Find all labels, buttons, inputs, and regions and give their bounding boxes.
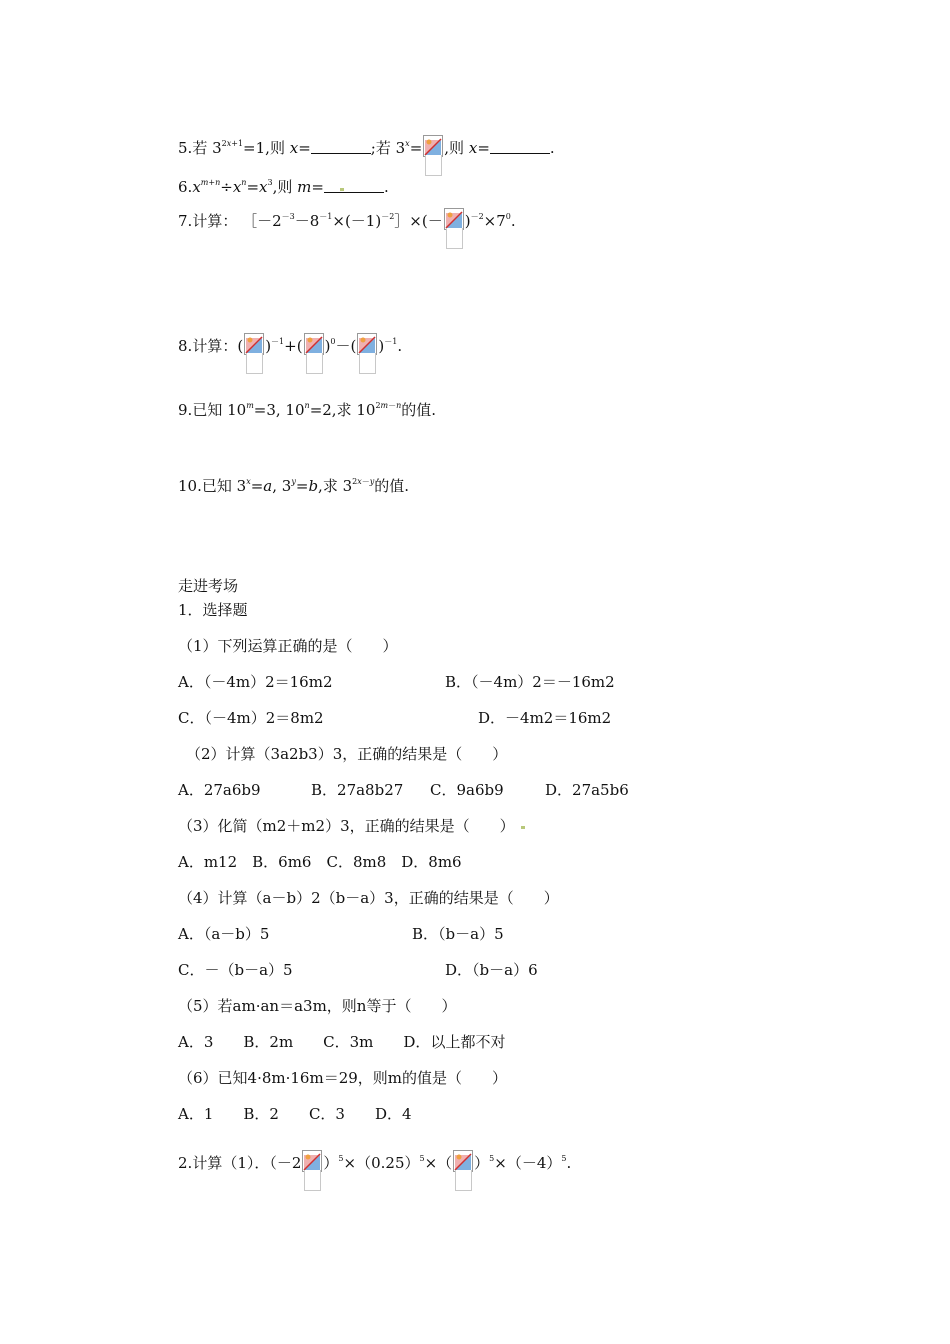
broken-image-icon — [244, 333, 264, 355]
q4-option-b: B．（b－a）5 — [412, 925, 504, 943]
text: 若 — [375, 139, 391, 157]
problem-6: $6.x^{m+n}\div x^n=x^3$,则 m= . — [178, 178, 389, 196]
problem-8: 8.计算：( )$^{-1}$+( )$^0$－( )$^{-1}$. — [178, 333, 402, 356]
q1-option-b: B．（－4m）2＝－16m2 — [445, 673, 615, 691]
q4-option-a: A．（a－b）5 — [178, 925, 270, 943]
q5-stem: （5）若am·an＝a3m，则n等于（ ） — [178, 997, 457, 1015]
q2-option-d: D．27a5b6 — [545, 781, 629, 799]
problem-number: 10. — [178, 477, 202, 495]
answer-blank[interactable] — [324, 178, 384, 193]
answer-blank[interactable] — [490, 139, 550, 154]
q1-option-d: D．－4m2＝16m2 — [478, 709, 612, 727]
problem-number: 8. — [178, 337, 193, 355]
text: 若 — [192, 139, 208, 157]
text: 计算： — [192, 337, 238, 355]
text: 计算： — [192, 212, 238, 230]
q3-options: A．m12 B．6m6 C．8m8 D．8m6 — [178, 853, 462, 871]
q1-stem: （1）下列运算正确的是（ ） — [178, 637, 398, 655]
broken-image-icon — [444, 208, 464, 230]
problem-number: 9. — [178, 401, 193, 419]
q4-option-c: C．－（b－a）5 — [178, 961, 293, 979]
text: 则 — [269, 139, 285, 157]
answer-blank[interactable] — [311, 139, 371, 154]
section-1-label: 1．选择题 — [178, 601, 248, 619]
q5-options: A．3 B．2m C．3m D．以上都不对 — [178, 1033, 506, 1051]
problem-number: 5. — [178, 139, 193, 157]
q4-stem: （4）计算（a－b）2（b－a）3，正确的结果是（ ） — [178, 889, 559, 907]
q2-option-b: B．27a8b27 — [311, 781, 404, 799]
q2-option-c: C．9a6b9 — [430, 781, 504, 799]
q2-option-a: A．27a6b9 — [178, 781, 261, 799]
text: 则 — [449, 139, 465, 157]
text: 求 — [322, 477, 338, 495]
marker-dot — [521, 826, 525, 829]
q6-stem: （6）已知4·8m·16m＝29，则m的值是（ ） — [178, 1069, 508, 1087]
problem-9: 9.已知 $10^m=3$, $10^n=2$,求 $10^{2m-n}$的值. — [178, 401, 437, 419]
broken-image-icon — [423, 135, 443, 157]
q4-option-d: D．（b－a）6 — [445, 961, 538, 979]
q1-option-c: C．（－4m）2＝8m2 — [178, 709, 324, 727]
text: 的值. — [374, 477, 410, 495]
text: 则 — [277, 178, 293, 196]
broken-image-icon — [357, 333, 377, 355]
problem-number: 6. — [178, 178, 193, 196]
text: 已知 — [201, 477, 232, 495]
broken-image-icon — [304, 333, 324, 355]
q1-option-a: A．（－4m）2＝16m2 — [178, 673, 333, 691]
text: 已知 — [192, 401, 223, 419]
text: m= — [297, 178, 324, 196]
q3-stem-text: （3）化简（m2＋m2）3，正确的结果是（ ） — [178, 817, 515, 835]
q3-stem — [178, 816, 525, 836]
broken-image-icon — [453, 1150, 473, 1172]
section-title: 走进考场 — [178, 577, 239, 595]
marker-dot — [340, 188, 344, 191]
problem-5: 5.若 $3^{2x+1}=1$,则 x= ;若 $3^x=$ ,则 x= . — [178, 135, 555, 158]
broken-image-icon — [302, 1150, 322, 1172]
q2-stem: （2）计算（3a2b3）3，正确的结果是（ ） — [186, 745, 508, 763]
problem-number: 2. — [178, 1154, 193, 1172]
problem-7: 7.计算： $[-2^{-3}-8^{-1}\times(-1)^{-2}]\times(-$ )$^{-2}\times 7^0$. — [178, 208, 516, 231]
text: 求 — [336, 401, 352, 419]
problem-10: 10.已知 $3^x=a$, $3^y=b$,求 $3^{2x-y}$的值. — [178, 477, 410, 495]
problem-number: 7. — [178, 212, 193, 230]
problem-2: 2.计算（1）．（－2 ）$^5\times(0.25)^5\times$（ ）$^5\times(-4)^5$. — [178, 1150, 571, 1173]
text: 计算（1）． — [192, 1154, 270, 1172]
text: 的值. — [401, 401, 437, 419]
q6-options: A．1 B．2 C．3 D．4 — [178, 1105, 412, 1123]
